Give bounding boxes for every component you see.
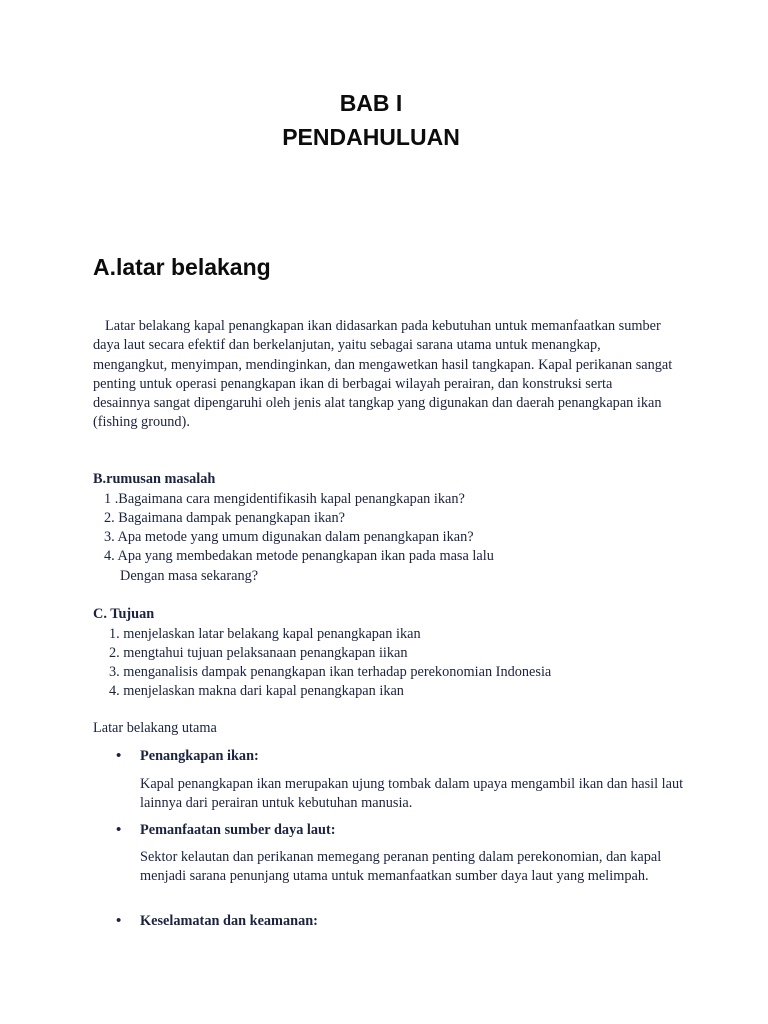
list-item: 4. menjelaskan makna dari kapal penangkapan ikan: [109, 683, 404, 699]
list-item: 1 .Bagaimana cara mengidentifikasih kapal penangkapan ikan?: [104, 491, 465, 507]
list-item: 2. Bagaimana dampak penangkapan ikan?: [104, 510, 345, 526]
bullet-icon: •: [116, 822, 122, 838]
bullet-title: Pemanfaatan sumber daya laut:: [140, 822, 336, 838]
list-item: 3. Apa metode yang umum digunakan dalam penangkapan ikan?: [104, 529, 474, 545]
chapter-number: BAB I: [339, 90, 403, 116]
bullet-body: Sektor kelautan dan perikanan memegang peranan penting dalam perekonomian, dan kapal menjadi sarana penunjang utama untuk memanfaatkan sumber daya laut yang melimpah.: [140, 849, 662, 884]
bullet-icon: •: [116, 748, 122, 764]
bullet-title: Penangkapan ikan:: [140, 748, 259, 764]
section-a-paragraph: Latar belakang kapal penangkapan ikan didasarkan pada kebutuhan untuk memanfaatkan sumber daya laut secara efektif dan berkelanjutan, yaitu sebagai sarana utama untuk menangkap, mengangkut, menyimpan, mendinginkan, dan mengawetkan hasil tangkapan. Kapal perikanan sangat penting untuk operasi penangkapan ikan di berbagai wilayah perairan, dan konstruksi serta desainnya sangat dipengaruhi oleh jenis alat tangkap yang digunakan dan daerah penangkapan ikan (fishing ground).: [93, 318, 673, 431]
section-a-heading: A.latar belakang: [93, 254, 271, 280]
bullet-title: Keselamatan dan keamanan:: [140, 913, 318, 929]
list-item: 1. menjelaskan latar belakang kapal penangkapan ikan: [109, 626, 421, 642]
list-item-continuation: Dengan masa sekarang?: [120, 568, 259, 584]
list-item: 2. mengtahui tujuan pelaksanaan penangkapan iikan: [109, 645, 408, 661]
bullet-body: Kapal penangkapan ikan merupakan ujung tombak dalam upaya mengambil ikan dan hasil laut lainnya dari perairan untuk kebutuhan manusia.: [140, 776, 684, 811]
chapter-title: PENDAHULUAN: [282, 124, 460, 150]
list-item: 3. menganalisis dampak penangkapan ikan terhadap perekonomian Indonesia: [109, 664, 552, 680]
bullet-icon: •: [116, 913, 122, 929]
section-b-heading: B.rumusan masalah: [93, 471, 216, 487]
list-item: 4. Apa yang membedakan metode penangkapan ikan pada masa lalu: [104, 548, 494, 564]
main-background-label: Latar belakang utama: [93, 720, 217, 736]
section-c-heading: C. Tujuan: [93, 606, 155, 622]
